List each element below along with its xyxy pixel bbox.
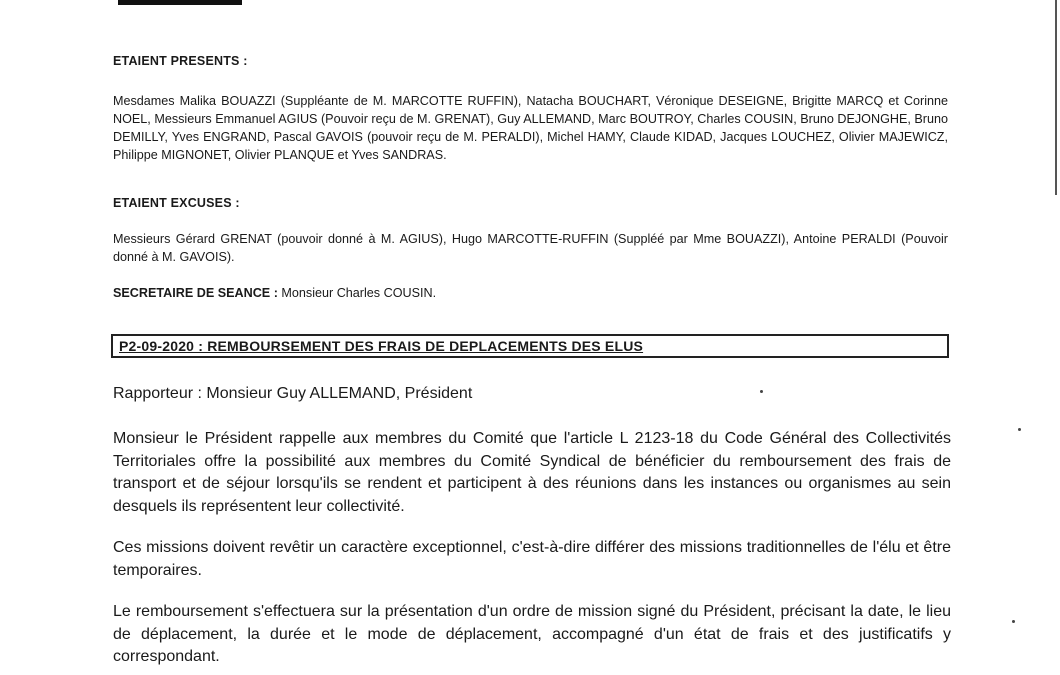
paragraph-2: Ces missions doivent revêtir un caractère exceptionnel, c'est-à-dire différer des missions traditionnelles de l'élu et être temporaires.: [113, 539, 951, 579]
paragraph-3: Le remboursement s'effectuera sur la présentation d'un ordre de mission signé du Président, précisant la date, le lieu de déplacement, la durée et le mode de déplacement, accompagné d'un état de frais et des justificatifs y correspondant.: [113, 603, 951, 665]
secretary-line: [113, 284, 948, 302]
present-heading: ETAIENT PRESENTS :: [113, 54, 248, 68]
excused-list: Messieurs Gérard GRENAT (pouvoir donné à M. AGIUS), Hugo MARCOTTE-RUFFIN (Suppléé par Mme BOUAZZI), Antoine PERALDI (Pouvoir donné à M. GAVOIS).: [113, 232, 948, 264]
secretary-name: Monsieur Charles COUSIN.: [281, 286, 437, 300]
present-list: Mesdames Malika BOUAZZI (Suppléante de M. MARCOTTE RUFFIN), Natacha BOUCHART, Véronique DESEIGNE, Brigitte MARCQ et Corinne NOEL, Messieurs Emmanuel AGIUS (Pouvoir reçu de M. GRENAT), Guy ALLEMAND, Marc BOUTROY, Charles COUSIN, Bruno DEJONGHE, Bruno DEMILLY, Yves ENGRAND, Pascal GAVOIS (pouvoir reçu de M. PERALDI), Michel HAMY, Claude KIDAD, Jacques LOUCHEZ, Olivier MAJEWICZ, Philippe MIGNONET, Olivier PLANQUE et Yves SANDRAS.: [113, 94, 948, 162]
section-heading: [111, 334, 949, 358]
rapporteur-line: Rapporteur : Monsieur Guy ALLEMAND, Président: [113, 385, 473, 402]
secretary-label: SECRETAIRE DE SEANCE :: [113, 286, 278, 300]
scan-speck: [1012, 620, 1015, 623]
excused-heading: ETAIENT EXCUSES :: [113, 196, 240, 210]
scan-edge-line: [1055, 0, 1057, 195]
paragraph-1: Monsieur le Président rappelle aux membres du Comité que l'article L 2123-18 du Code Général des Collectivités Territoriales offre la possibilité aux membres du Comité Syndical de bénéficier du remboursement des frais de transport et de séjour lorsqu'ils se rendent et participent à des réunions dans les instances ou organismes au sein desquels ils représentent leur collectivité.: [113, 430, 951, 515]
scan-speck: [1018, 428, 1021, 431]
top-bar: [118, 0, 242, 5]
scan-speck: [760, 390, 763, 393]
section-title: P2-09-2020 : REMBOURSEMENT DES FRAIS DE DEPLACEMENTS DES ELUS: [119, 338, 644, 354]
